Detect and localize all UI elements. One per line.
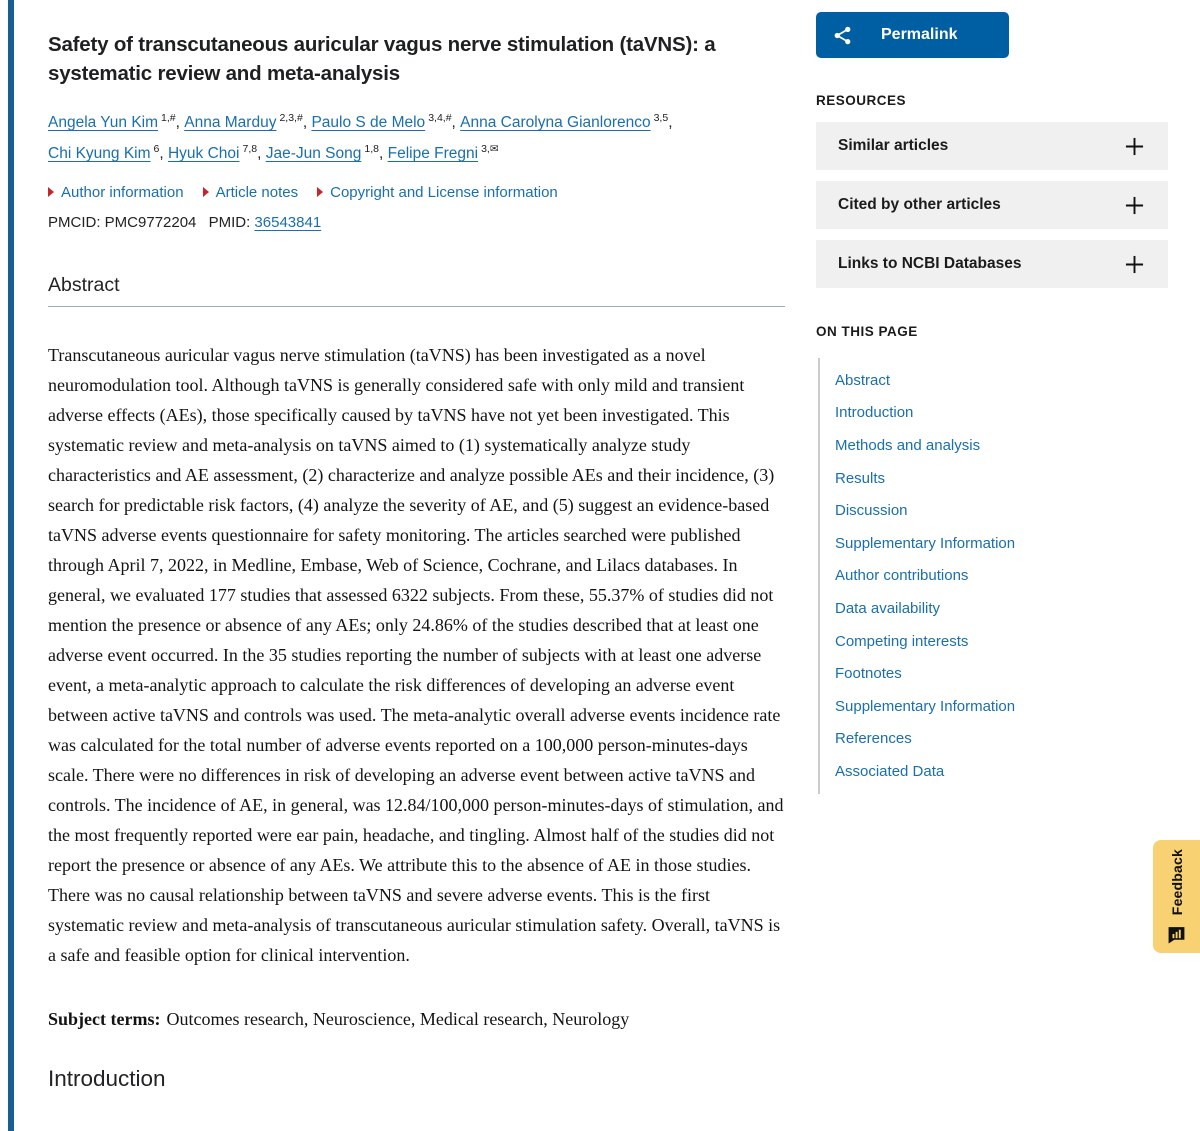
feedback-tab[interactable]	[1153, 840, 1200, 953]
accordion-label: Links to NCBI Databases	[838, 255, 1022, 272]
feedback-form-icon	[1167, 925, 1186, 944]
author	[460, 114, 672, 131]
author-superscript: 3,5	[653, 112, 669, 125]
author	[184, 114, 311, 131]
meta-link[interactable]: Author information	[61, 183, 184, 201]
author-link[interactable]: Anna Marduy	[184, 114, 277, 132]
on-this-page-heading: ON THIS PAGE	[816, 324, 918, 339]
author-superscript: 7,8	[242, 142, 258, 155]
plus-icon	[1125, 255, 1144, 274]
on-this-page-link[interactable]: Results	[835, 469, 886, 487]
meta-link[interactable]: Copyright and License information	[330, 183, 558, 201]
author	[265, 142, 388, 162]
article-title: Safety of transcutaneous auricular vagus nerve stimulation (taVNS): a systematic review and meta-analysis	[48, 33, 716, 86]
author	[48, 142, 168, 162]
resources-accordions	[816, 122, 1168, 288]
author-link[interactable]: Chi Kyung Kim	[48, 144, 151, 162]
accordion-label: Similar articles	[838, 137, 949, 154]
author-superscript: 1,#	[161, 112, 176, 125]
resources-heading: RESOURCES	[816, 93, 907, 108]
subject-terms-label: Subject terms:	[48, 1008, 161, 1029]
on-this-page-nav	[818, 358, 1148, 794]
on-this-page-link[interactable]: Competing interests	[835, 632, 969, 650]
meta-link-item	[317, 184, 558, 201]
article-meta-links	[48, 184, 785, 201]
arrow-right-icon	[203, 187, 209, 197]
plus-icon	[1125, 196, 1144, 215]
abstract-text: Transcutaneous auricular vagus nerve stimulation (taVNS) has been investigated as a novel neuromodulation tool. Although taVNS is generally considered safe with only mild and transient adverse effects (AEs), those specifically caused by taVNS have not yet been investigated. This systematic review and meta-analysis on taVNS aimed to (1) systematically analyze study characteristics and AE assessment, (2) characterize and analyze possible AEs and their incidence, (3) search for predictable risk factors, (4) analyze the severity of AE, and (5) suggest an evidence-based taVNS adverse events questionnaire for safety monitoring. The articles searched were published through April 7, 2022, in Medline, Embase, Web of Science, Cochrane, and Lilacs databases. In general, we evaluated 177 studies that assessed 6322 subjects. From these, 55.37% of studies did not mention the presence or absence of any AEs; only 24.86% of the studies described that at least one adverse event occurred. In the 35 studies reporting the number of subjects with at least one adverse event, a meta-analytic approach to calculate the risk differences of developing an adverse event between active taVNS and controls was used. The meta-analytic overall adverse events incidence rate was calculated for the total number of adverse events reported on a 100,000 person-minutes-days scale. There were no differences in risk of developing an adverse event between active taVNS and controls. The incidence of AE, in general, was 12.84/100,000 person-minutes-days of stimulation, and the most frequently reported were ear pain, headache, and tingling. Almost half of the studies did not report the presence or absence of any AEs. We attribute this to the absence of AE in those studies. There was no causal relationship between taVNS and severe adverse events. This is the first systematic review and meta-analysis of transcutaneous auricular stimulation safety. Overall, taVNS is a safe and feasible option for clinical intervention.	[48, 344, 784, 965]
right-sidebar	[816, 0, 1168, 1000]
on-this-page-link[interactable]: Footnotes	[835, 665, 902, 683]
author-link[interactable]: Jae-Jun Song	[265, 144, 362, 162]
author	[167, 142, 266, 162]
author-link[interactable]: Anna Carolyna Gianlorenco	[460, 114, 651, 132]
on-this-page-link[interactable]: Data availability	[835, 599, 941, 617]
resources-accordion-row[interactable]	[816, 181, 1168, 229]
on-this-page-link[interactable]: Abstract	[835, 371, 891, 389]
arrow-right-icon	[48, 187, 54, 197]
on-this-page-link[interactable]: Methods and analysis	[835, 436, 981, 454]
author-link[interactable]: Angela Yun Kim	[48, 114, 159, 132]
permalink-label: Permalink	[881, 26, 958, 43]
author-superscript: 1,8	[364, 142, 379, 155]
author-list	[48, 108, 785, 169]
pmcid-value: PMC9772204	[104, 213, 197, 231]
on-this-page-link[interactable]: References	[835, 730, 912, 748]
on-this-page-link[interactable]: Introduction	[835, 404, 914, 422]
author-superscript: 3,✉	[481, 142, 499, 155]
author-link[interactable]: Hyuk Choi	[167, 144, 240, 162]
author-superscript: 2,3,#	[279, 112, 303, 125]
left-accent-bar	[8, 0, 14, 1131]
abstract-heading: Abstract	[48, 274, 785, 307]
author	[311, 114, 460, 131]
author-superscript: 3,4,#	[428, 112, 452, 125]
resources-accordion-row[interactable]	[816, 240, 1168, 288]
on-this-page-link[interactable]: Associated Data	[835, 762, 945, 780]
pmid-link[interactable]: 36543841	[254, 213, 322, 231]
author-superscript: 6	[153, 142, 160, 155]
meta-link-item	[48, 184, 184, 201]
share-icon	[832, 25, 853, 46]
accordion-label: Cited by other articles	[838, 196, 1001, 213]
plus-icon	[1125, 137, 1144, 156]
author-link[interactable]: Felipe Fregni	[387, 144, 479, 162]
subject-terms-value: Outcomes research, Neuroscience, Medical research, Neurology	[166, 1008, 630, 1029]
author-link[interactable]: Paulo S de Melo	[311, 114, 426, 132]
subject-terms	[48, 1009, 785, 1030]
article-ids-row	[48, 214, 785, 231]
on-this-page-link[interactable]: Supplementary Information	[835, 697, 1016, 715]
arrow-right-icon	[317, 187, 323, 197]
meta-link[interactable]: Article notes	[215, 183, 299, 201]
author	[48, 114, 184, 131]
pmid-label: PMID:	[208, 213, 251, 231]
pmcid-label: PMCID:	[48, 213, 101, 231]
on-this-page-link[interactable]: Discussion	[835, 502, 908, 520]
on-this-page-link[interactable]: Supplementary Information	[835, 534, 1016, 552]
on-this-page-link[interactable]: Author contributions	[835, 567, 969, 585]
article-main-column	[48, 0, 785, 1092]
meta-link-item	[203, 184, 299, 201]
permalink-button[interactable]	[816, 12, 1009, 58]
introduction-heading: Introduction	[48, 1065, 166, 1091]
feedback-label: Feedback	[1168, 849, 1185, 916]
author	[387, 142, 499, 162]
resources-accordion-row[interactable]	[816, 122, 1168, 170]
